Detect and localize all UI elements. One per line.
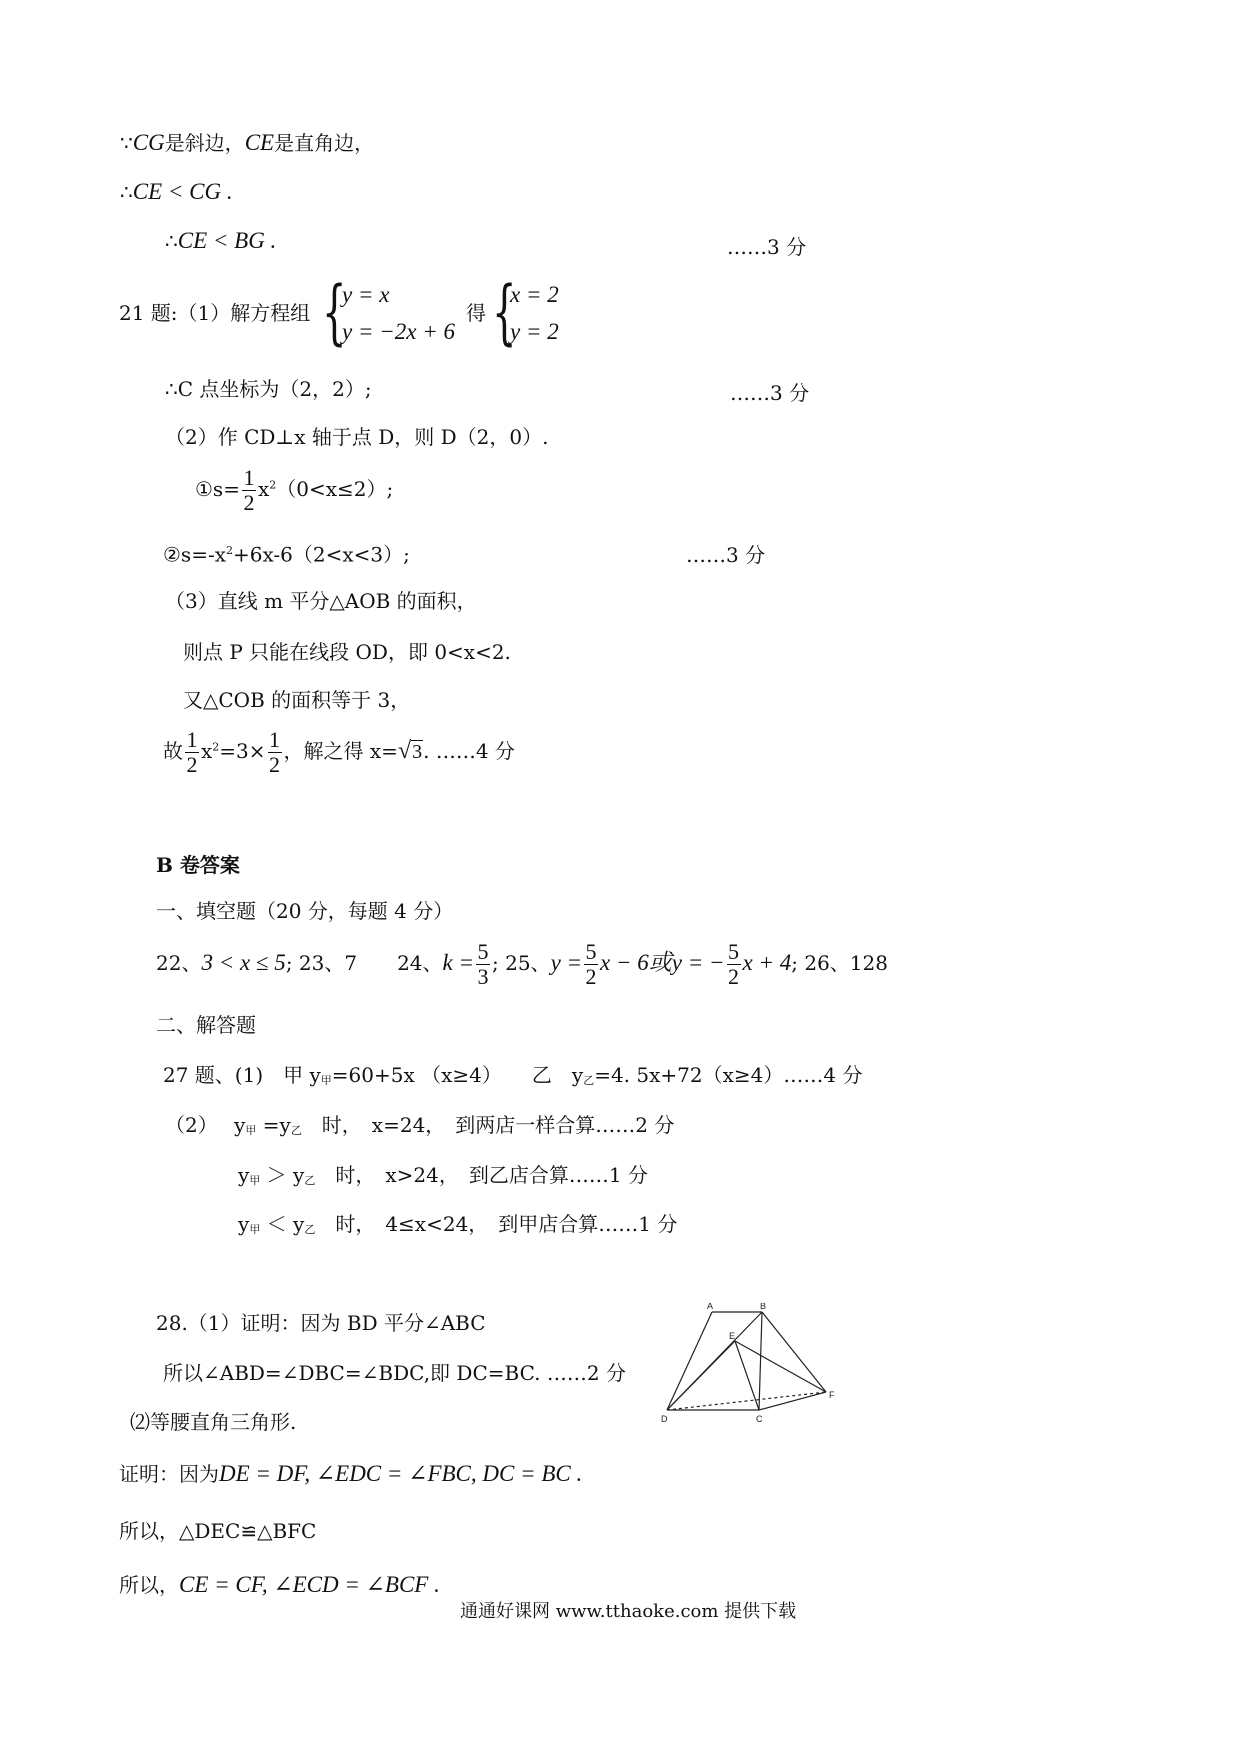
therefore-symbol: ∴ xyxy=(120,180,133,204)
q27-part2c xyxy=(238,1212,677,1242)
score-label: ……3 分 xyxy=(686,543,766,567)
var-x: x xyxy=(257,477,270,501)
denominator: 2 xyxy=(728,964,740,989)
text: 时， x>24， 到乙店合算……1 分 xyxy=(315,1163,648,1187)
q27-part1 xyxy=(163,1063,862,1093)
denominator: 2 xyxy=(243,490,255,515)
line-cg-hypotenuse xyxy=(120,131,374,155)
range: （0<x≤2）; xyxy=(276,477,394,501)
system2-eq1: x = 2 xyxy=(510,282,559,307)
subscript: 甲 xyxy=(249,1223,261,1236)
segment-bc xyxy=(759,1312,762,1410)
section-title-b: B 卷答案 xyxy=(156,853,240,877)
q27-part2a xyxy=(165,1113,674,1143)
exponent: 2 xyxy=(212,740,220,754)
math-expr: x + 4 xyxy=(742,950,792,975)
math-expr: CE = CF, ∠ECD = ∠BCF . xyxy=(179,1572,440,1597)
system1-eq1: y = x xyxy=(342,282,390,307)
subscript: 乙 xyxy=(290,1124,302,1137)
q21-part3c: 又△COB 的面积等于 3， xyxy=(183,688,411,712)
denominator: 2 xyxy=(269,752,281,777)
exponent: 2 xyxy=(226,544,233,557)
label-e: E xyxy=(729,1331,736,1341)
var-x: x xyxy=(201,739,213,763)
because-symbol: ∵ xyxy=(120,131,133,155)
numerator: 1 xyxy=(269,727,281,752)
point-c-coords: ∴C 点坐标为（2，2）; xyxy=(165,377,372,401)
text: +6x-6（2<x<3）; xyxy=(233,542,410,567)
label-d: D xyxy=(661,1414,668,1424)
numerator: 5 xyxy=(728,939,740,964)
q28-part1b: 所以∠ABD=∠DBC=∠BDC,即 DC=BC. ……2 分 xyxy=(163,1361,626,1385)
q21-part2: （2）作 CD⊥x 轴于点 D，则 D（2，0）. xyxy=(165,425,549,449)
square-root xyxy=(398,736,423,767)
segment-cf xyxy=(759,1392,826,1410)
fraction xyxy=(584,940,598,989)
q27-part2b xyxy=(238,1163,648,1193)
segment-ec xyxy=(735,1341,759,1410)
therefore-symbol: ∴ xyxy=(165,229,178,253)
geometry-figure xyxy=(655,1303,845,1428)
get-label: 得 xyxy=(466,301,486,325)
subscript: 乙 xyxy=(304,1174,316,1187)
q28-proof xyxy=(119,1462,582,1486)
left-brace-1: { xyxy=(322,271,347,353)
q21-part3: （3）直线 m 平分△AOB 的面积， xyxy=(165,589,477,613)
math-expr: x − 6或y = − xyxy=(600,950,725,975)
math-expr: CE < BG . xyxy=(177,228,277,253)
q28-part2: ⑵等腰直角三角形. xyxy=(130,1410,297,1434)
radicand: 3 xyxy=(412,741,423,763)
math-expr: 3 < x ≤ 5 xyxy=(201,950,286,975)
text: ; 23、7 24、 xyxy=(285,951,443,975)
text: 22、 xyxy=(156,951,202,975)
q21-label: 21 题:（1）解方程组 xyxy=(119,301,311,325)
math-ce: CE xyxy=(244,130,275,155)
text: ，解之得 x= xyxy=(283,739,398,763)
label-a: A xyxy=(707,1303,714,1311)
text: 是斜边， xyxy=(164,131,245,155)
text: ＜ y xyxy=(260,1212,305,1236)
text: 时， x=24， 到两店一样合算……2 分 xyxy=(301,1113,675,1137)
system2-eq2: y = 2 xyxy=(510,319,559,344)
math-expr: CE < CG . xyxy=(132,179,233,204)
subscript: 甲 xyxy=(249,1174,261,1187)
text: ; 26、128 xyxy=(791,951,888,975)
denominator: 2 xyxy=(186,752,198,777)
text: 是直角边， xyxy=(274,131,375,155)
q28-congruent: 所以，△DEC≌△BFC xyxy=(119,1519,317,1543)
text: y xyxy=(238,1163,250,1187)
fraction-half xyxy=(242,466,256,515)
math-expr: k = xyxy=(442,950,475,975)
segment-df xyxy=(667,1392,826,1410)
fraction-half xyxy=(268,728,282,777)
segment-ad xyxy=(667,1312,712,1410)
text: 证明：因为 xyxy=(119,1462,219,1486)
text: =3× xyxy=(219,739,266,763)
text: =y xyxy=(256,1113,291,1137)
system1-eq2: y = −2x + 6 xyxy=(342,319,455,344)
text: ＞ y xyxy=(260,1163,305,1187)
fraction-half xyxy=(185,728,199,777)
s-formula-2 xyxy=(163,539,410,567)
math-expr: y = xyxy=(550,950,583,975)
math-cg: CG xyxy=(132,130,165,155)
s-eq: ①s= xyxy=(195,477,240,501)
text: 27 题、(1) 甲 y xyxy=(163,1063,321,1087)
radical-sign: √ xyxy=(397,738,412,764)
text: y xyxy=(238,1212,250,1236)
score-label: ……3 分 xyxy=(727,235,807,259)
numerator: 5 xyxy=(585,939,597,964)
s-formula-1 xyxy=(195,466,393,515)
text: 时， 4≤x<24， 到甲店合算……1 分 xyxy=(315,1212,678,1236)
label-b: B xyxy=(760,1303,767,1311)
text: ; 25、 xyxy=(492,951,551,975)
label-c: C xyxy=(756,1414,763,1424)
numerator: 5 xyxy=(477,939,489,964)
text: （2） y xyxy=(165,1113,246,1137)
fraction xyxy=(476,940,490,989)
footer-source: 通通好课网 www.tthaoke.com 提供下载 xyxy=(460,1601,797,1622)
subscript: 甲 xyxy=(320,1074,332,1087)
subscript: 甲 xyxy=(245,1124,257,1137)
score-label: ……3 分 xyxy=(730,381,810,405)
score-label: . ……4 分 xyxy=(423,739,515,763)
q21-part3d xyxy=(163,728,515,777)
text: 所以， xyxy=(119,1573,179,1597)
q21-part3b: 则点 P 只能在线段 OD，即 0<x<2. xyxy=(183,640,511,664)
math-expr: DE = DF, ∠EDC = ∠FBC, DC = BC . xyxy=(219,1461,583,1486)
segment-ef xyxy=(735,1341,826,1392)
subscript: 乙 xyxy=(583,1074,595,1087)
s-eq: ②s=-x xyxy=(163,542,226,567)
fraction xyxy=(727,940,741,989)
segment-de xyxy=(667,1341,735,1410)
line-ce-lt-bg xyxy=(165,229,276,253)
numerator: 1 xyxy=(186,727,198,752)
line-ce-lt-cg xyxy=(120,180,233,204)
numerator: 1 xyxy=(243,465,255,490)
fill-blank-title: 一、填空题（20 分，每题 4 分） xyxy=(156,899,454,923)
denominator: 2 xyxy=(585,964,597,989)
exponent: 2 xyxy=(269,478,277,492)
subscript: 乙 xyxy=(304,1223,316,1236)
segment-bf xyxy=(762,1312,826,1392)
answers-22-26 xyxy=(156,940,888,989)
solve-title: 二、解答题 xyxy=(156,1013,256,1037)
q28-part1: 28.（1）证明：因为 BD 平分∠ABC xyxy=(156,1311,486,1335)
left-brace-2: { xyxy=(492,271,517,353)
text: =60+5x （x≥4） 乙 y xyxy=(331,1063,584,1087)
denominator: 3 xyxy=(477,964,489,989)
text: =4. 5x+72（x≥4）……4 分 xyxy=(594,1063,863,1087)
text: 故 xyxy=(163,739,183,763)
label-f: F xyxy=(829,1390,835,1400)
q28-conclusion xyxy=(119,1573,440,1597)
